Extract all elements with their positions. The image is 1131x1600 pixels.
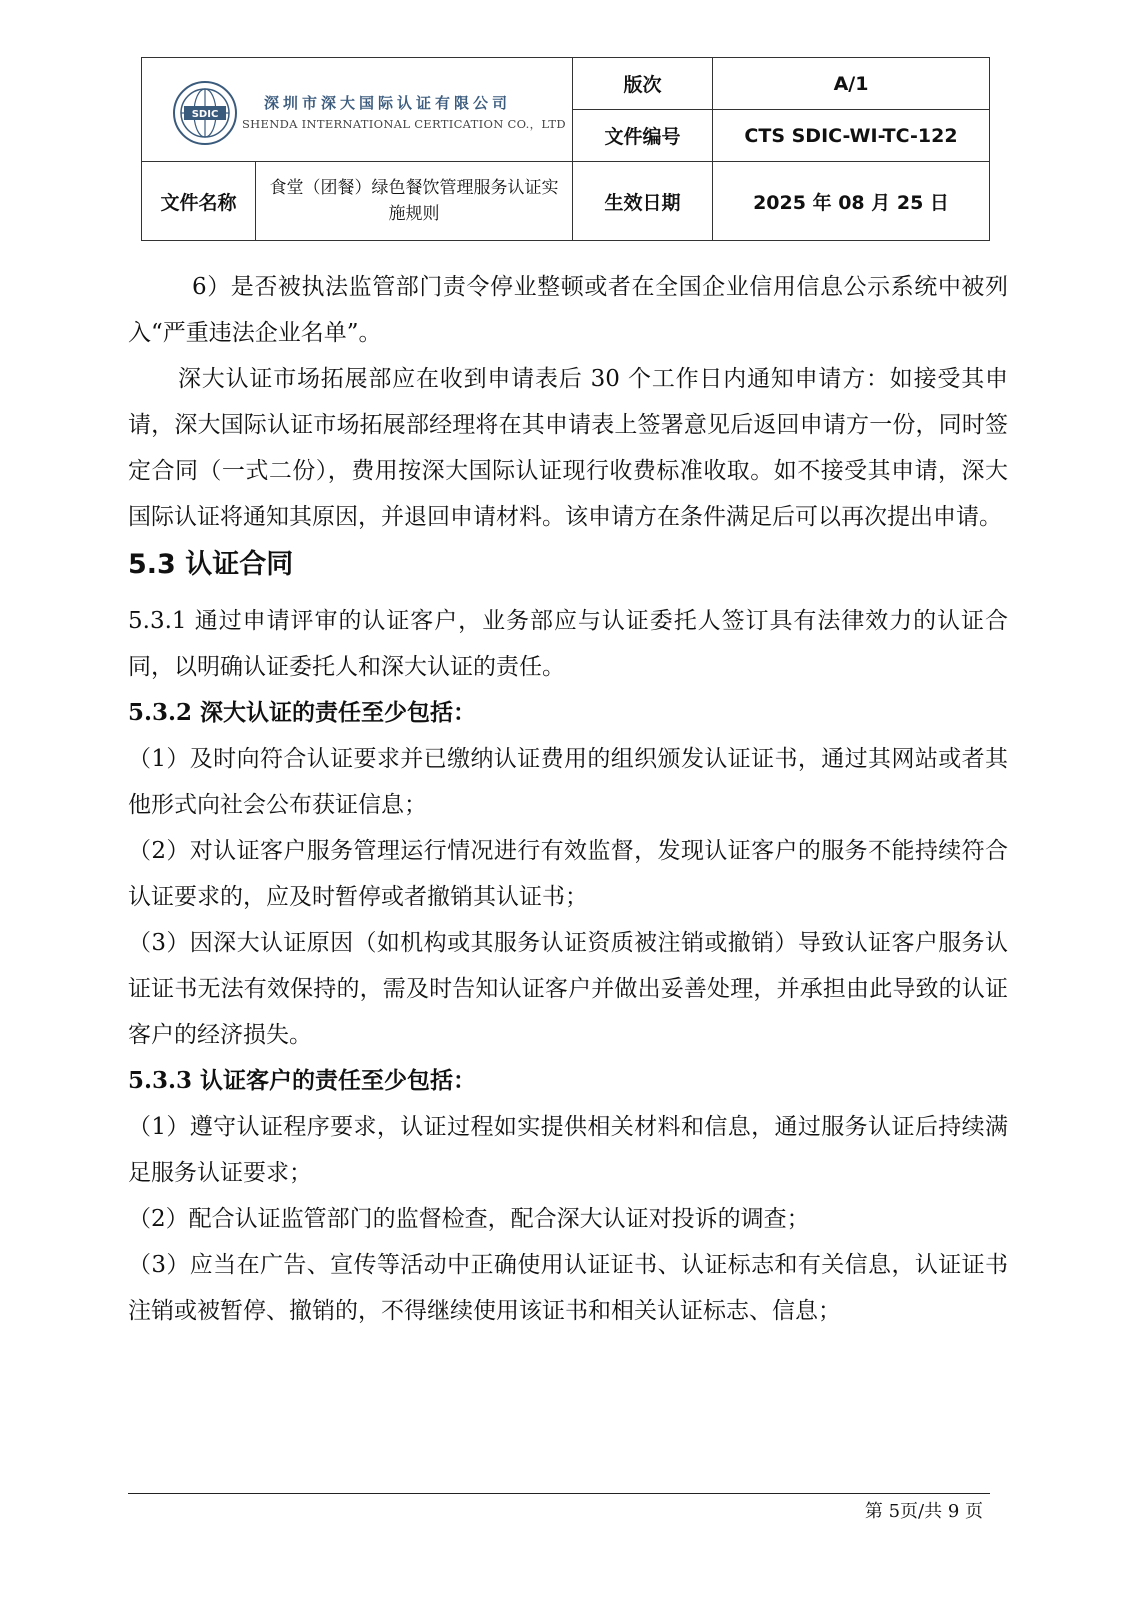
paragraph-application-notice: 深大认证市场拓展部应在收到申请表后 30 个工作日内通知申请方：如接受其申请，深大国际认证市场拓展部经理将在其申请表上签署意见后返回申请方一份，同时签定合同（一式二份），费用按深大国际认证现行收费标准收取。如不接受其申请，深大国际认证将通知其原因，并退回申请材料。该申请方在条件满足后可以再次提出申请。 — [128, 366, 1008, 530]
page-number: 第 5页/共 9 页 — [864, 1501, 983, 1522]
docno-value: CTS SDIC-WI-TC-122 — [713, 110, 990, 162]
footer-divider — [128, 1493, 990, 1494]
paragraph-item-6: 6）是否被执法监管部门责令停业整顿或者在全国企业信用信息公示系统中被列入“严重违法企业名单”。 — [128, 274, 1008, 346]
company-name-en: SHENDA INTERNATIONAL CERTICATION CO.，LTD — [242, 117, 566, 131]
docno-label: 文件编号 — [573, 110, 713, 162]
list-item-5-3-2-1: （1）及时向符合认证要求并已缴纳认证费用的组织颁发认证证书，通过其网站或者其他形式向社会公布获证信息； — [128, 746, 1008, 818]
document-header-table — [141, 57, 990, 241]
company-logo-cell — [142, 58, 573, 162]
effective-date-label: 生效日期 — [573, 162, 713, 241]
list-item-5-3-2-2: （2）对认证客户服务管理运行情况进行有效监督，发现认证客户的服务不能持续符合认证要求的，应及时暂停或者撤销其认证书； — [128, 838, 1008, 910]
heading-5-3-2: 5.3.2 深大认证的责任至少包括： — [128, 699, 477, 726]
company-name-cn: 深圳市深大国际认证有限公司 — [264, 94, 512, 112]
section-heading-5-3: 5.3 认证合同 — [128, 549, 294, 580]
list-item-5-3-3-3: （3）应当在广告、宣传等活动中正确使用认证证书、认证标志和有关信息，认证证书注销或被暂停、撤销的，不得继续使用该证书和相关认证标志、信息； — [128, 1252, 1008, 1324]
paragraph-5-3-1: 5.3.1 通过申请评审的认证客户，业务部应与认证委托人签订具有法律效力的认证合同，以明确认证委托人和深大认证的责任。 — [128, 608, 1008, 680]
doc-name-value: 食堂（团餐）绿色餐饮管理服务认证实施规则 — [256, 162, 573, 241]
list-item-5-3-3-2: （2）配合认证监管部门的监督检查，配合深大认证对投诉的调查； — [128, 1206, 810, 1232]
heading-5-3-3: 5.3.3 认证客户的责任至少包括： — [128, 1067, 477, 1094]
list-item-5-3-3-1: （1）遵守认证程序要求，认证过程如实提供相关材料和信息，通过服务认证后持续满足服务认证要求； — [128, 1114, 1008, 1186]
document-body — [128, 264, 1008, 1334]
version-label: 版次 — [573, 58, 713, 110]
doc-name-label: 文件名称 — [142, 162, 256, 241]
logo-text: SDIC — [191, 109, 219, 120]
version-value: A/1 — [713, 58, 990, 110]
list-item-5-3-2-3: （3）因深大认证原因（如机构或其服务认证资质被注销或撤销）导致认证客户服务认证证书无法有效保持的，需及时告知认证客户并做出妥善处理，并承担由此导致的认证客户的经济损失。 — [128, 930, 1008, 1048]
effective-date-value: 2025 年 08 月 25 日 — [713, 162, 990, 241]
company-logo-icon — [172, 80, 238, 146]
